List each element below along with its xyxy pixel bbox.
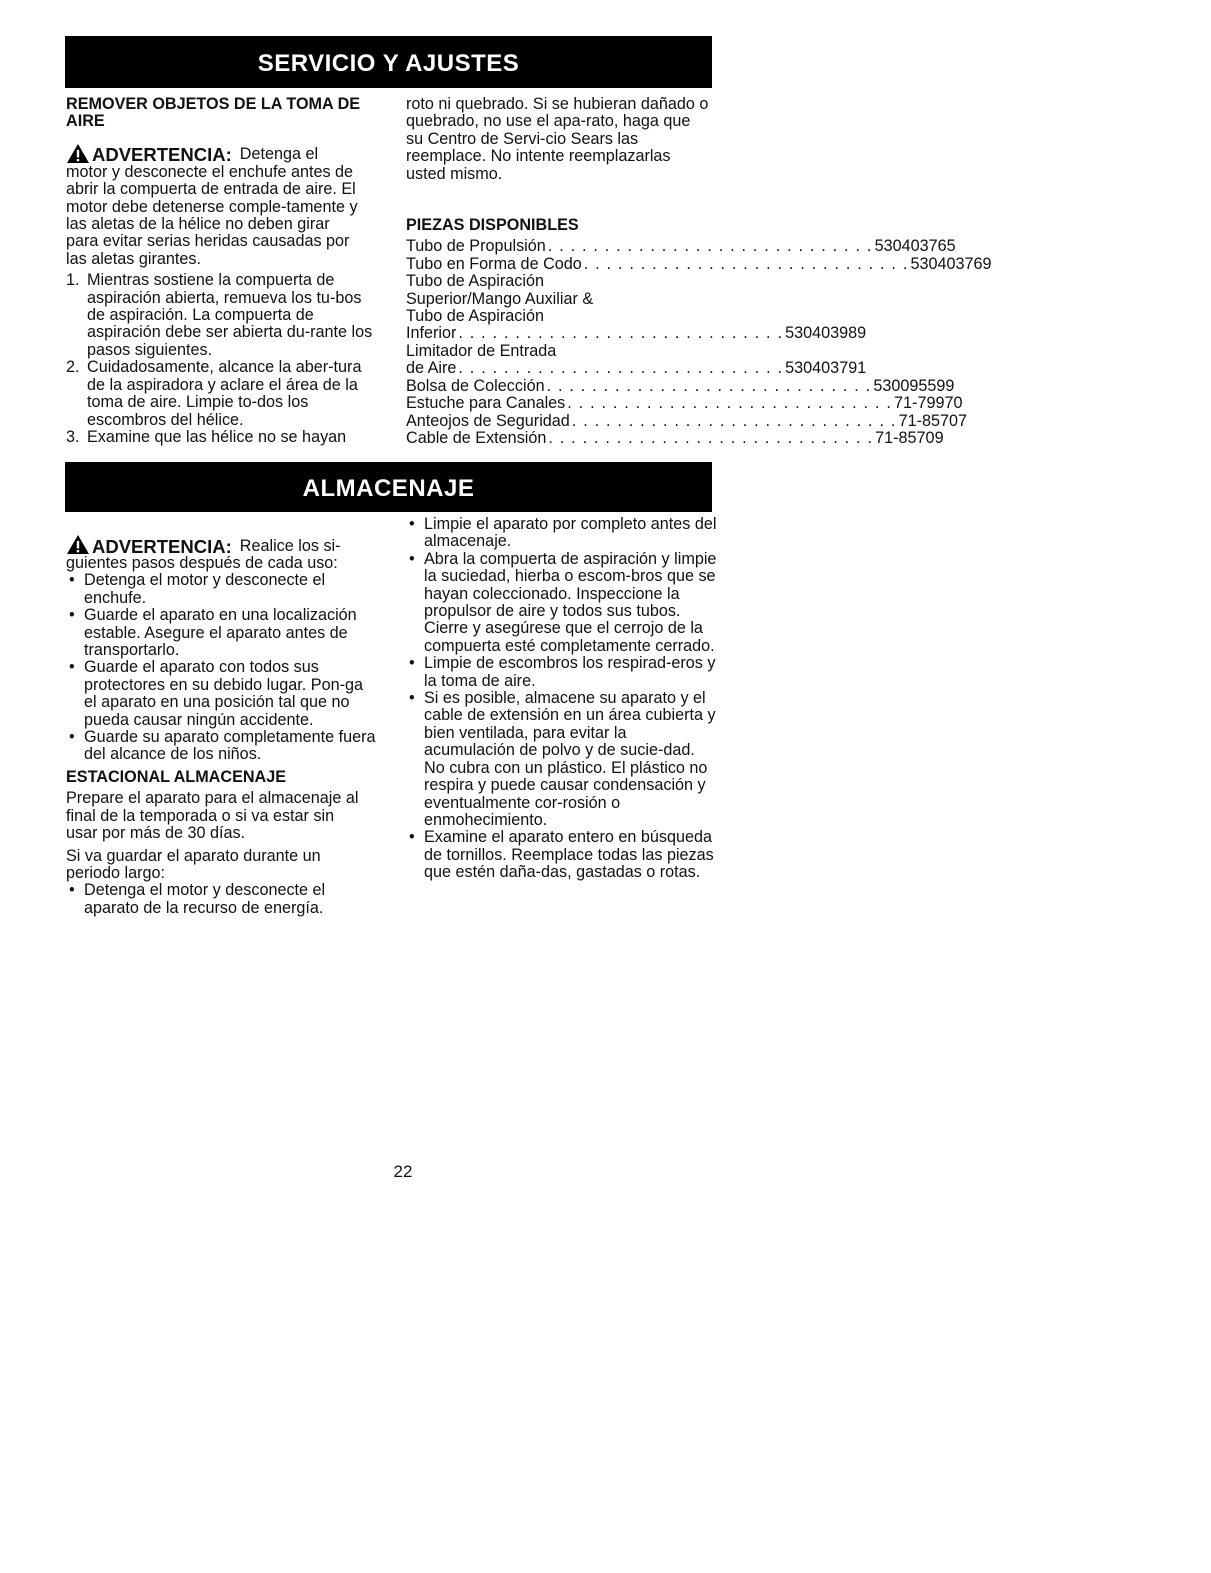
part-row [406, 324, 867, 343]
seasonal-heading: ESTACIONAL ALMACENAJE [66, 767, 287, 786]
part-label: Tubo de Aspiración [406, 307, 544, 326]
leader-dots: . . . . . . . . . . . . . . . . . . . . . . . . . . . . . [458, 324, 784, 343]
leader-dots: . . . . . . . . . . . . . . . . . . . . . . . . . . . . . [458, 359, 784, 378]
service-left-column [66, 96, 384, 446]
leader-dots: . . . . . . . . . . . . . . . . . . . . . . . . . . . . . [546, 376, 872, 395]
section-title-service: SERVICIO Y AJUSTES [257, 50, 520, 77]
storage-left-bullets [66, 572, 378, 763]
part-label: Cable de Extensión [406, 428, 547, 447]
part-number: 530403769 [910, 254, 992, 273]
part-number: 530095599 [873, 376, 955, 395]
leader-dots: . . . . . . . . . . . . . . . . . . . . . . . . . . . . . [548, 428, 874, 447]
part-number: 530403791 [785, 359, 867, 378]
list-item: • Guarde el aparato en una localización estable. Asegure el aparato antes de transportarlo. [66, 607, 378, 659]
part-label: Superior/Mango Auxiliar & [406, 289, 594, 308]
list-item: • Guarde su aparato completamente fuera del alcance de los niños. [66, 729, 378, 764]
step-item: 2. Cuidadosamente, alcance la aber-tura de la aspiradora y aclare el área de la toma de aire. Limpie to-dos los escombros del hélice. [66, 358, 362, 429]
part-label: Inferior [406, 324, 457, 343]
intake-heading: REMOVER OBJETOS DE LA TOMA DE AIRE [66, 95, 361, 131]
part-row [406, 394, 963, 413]
step-item: 3. Examine que las hélice no se hayan [66, 427, 347, 446]
leader-dots: . . . . . . . . . . . . . . . . . . . . . . . . . . . . . [583, 254, 909, 273]
page-number: 22 [393, 1162, 413, 1181]
part-row [406, 359, 867, 378]
warning-triangle-icon [66, 534, 90, 555]
list-item: • Examine el aparato entero en búsqueda de tornillos. Reemplace todas las piezas que estén daña-das, gastadas o rotas. [406, 829, 720, 881]
storage-right-column [406, 516, 722, 882]
section-banner-service [65, 36, 712, 88]
storage-right-bullets [406, 516, 720, 882]
part-number: 71-85709 [875, 428, 944, 447]
intake-continuation: roto ni quebrado. Si se hubieran dañado o quebrado, no use el apa-rato, haga que su Centro de Servi-cio Sears las reemplace. No intente reemplazarlas usted mismo. [406, 95, 709, 183]
warning-label: ADVERTENCIA: [92, 144, 232, 166]
part-row [406, 291, 711, 308]
part-row [406, 237, 956, 256]
part-number: 71-85707 [898, 411, 967, 430]
section-banner-storage [65, 462, 712, 512]
part-label: de Aire [406, 359, 457, 378]
leader-dots: . . . . . . . . . . . . . . . . . . . . . . . . . . . . . [567, 394, 893, 413]
part-label: Bolsa de Colección [406, 376, 545, 395]
warning-lead: Detenga el [239, 145, 319, 164]
list-item: • Guarde el aparato con todos sus protectores en su debido lugar. Pon-ga el aparato en una posición tal que no pueda causar ningún accidente. [66, 659, 378, 729]
list-item: • Limpie el aparato por completo antes del almacenaje. [406, 516, 720, 551]
part-label: Limitador de Entrada [406, 341, 557, 360]
part-row [406, 254, 992, 273]
storage-left-column [66, 524, 384, 917]
part-number: 71-79970 [894, 394, 963, 413]
part-label: Estuche para Canales [406, 394, 566, 413]
seasonal-bullets [66, 882, 366, 917]
step-item: 1. Mientras sostiene la compuerta de aspiración abierta, remueva los tu-bos de aspiración. La compuerta de aspiración debe ser abierta du-rante los pasos siguientes. [66, 271, 373, 359]
storage-warning [66, 534, 384, 555]
leader-dots: . . . . . . . . . . . . . . . . . . . . . . . . . . . . . [547, 237, 873, 256]
parts-list [406, 237, 992, 447]
part-number: 530403765 [874, 237, 956, 256]
warning-lead: Realice los si- [239, 536, 341, 555]
part-label: Tubo en Forma de Codo [406, 254, 582, 273]
list-item: • Limpie de escombros los respirad-eros y la toma de aire. [406, 655, 720, 690]
part-row [406, 376, 955, 395]
list-item: • Detenga el motor y desconecte el enchufe. [66, 572, 378, 607]
seasonal-paragraph: Si va guardar el aparato durante un periodo largo: [66, 846, 321, 882]
section-title-storage: ALMACENAJE [302, 475, 475, 502]
list-item: • Detenga el motor y desconecte el aparato de la recurso de energía. [66, 882, 366, 917]
part-row [406, 428, 944, 447]
warning-label: ADVERTENCIA: [92, 535, 232, 557]
part-row [406, 343, 711, 360]
list-item: • Si es posible, almacene su aparato y el cable de extensión en un área cubierta y bien ventilada, para evitar la acumulación de polvo y de sucie-dad. No cubra con un plástico. El plástico no respira y puede causar condensación y eventualmente cor-rosión o enmohecimiento. [406, 690, 720, 829]
part-row [406, 411, 967, 430]
warning-triangle-icon [66, 143, 90, 164]
part-label: Tubo de Aspiración [406, 272, 544, 291]
service-right-column [406, 95, 992, 447]
part-row [406, 273, 711, 290]
parts-heading: PIEZAS DISPONIBLES [406, 216, 579, 235]
service-warning [66, 143, 384, 164]
part-label: Anteojos de Seguridad [406, 411, 570, 430]
list-item: • Abra la compuerta de aspiración y limpie la suciedad, hierba o escom-bros que se hayan coleccionado. Inspeccione la propulsor de aire y todos sus tubos. Cierre y asegúrese que el cerrojo de la compuerta esté completamente cerrado. [406, 551, 720, 655]
storage-warning-body: guientes pasos después de cada uso: [66, 554, 338, 572]
intake-steps [66, 272, 382, 446]
part-label: Tubo de Propulsión [406, 237, 546, 256]
part-number: 530403989 [785, 324, 867, 343]
seasonal-paragraph: Prepare el aparato para el almacenaje al final de la temporada o si va estar sin usar por más de 30 días. [66, 789, 359, 843]
leader-dots: . . . . . . . . . . . . . . . . . . . . . . . . . . . . . [571, 411, 897, 430]
part-row [406, 308, 711, 325]
warning-body: motor y desconecte el enchufe antes de abrir la compuerta de entrada de aire. El motor debe detenerse comple-tamente y las aletas de la hélice no deben girar para evitar serias heridas causadas por las aletas girantes. [66, 162, 358, 268]
